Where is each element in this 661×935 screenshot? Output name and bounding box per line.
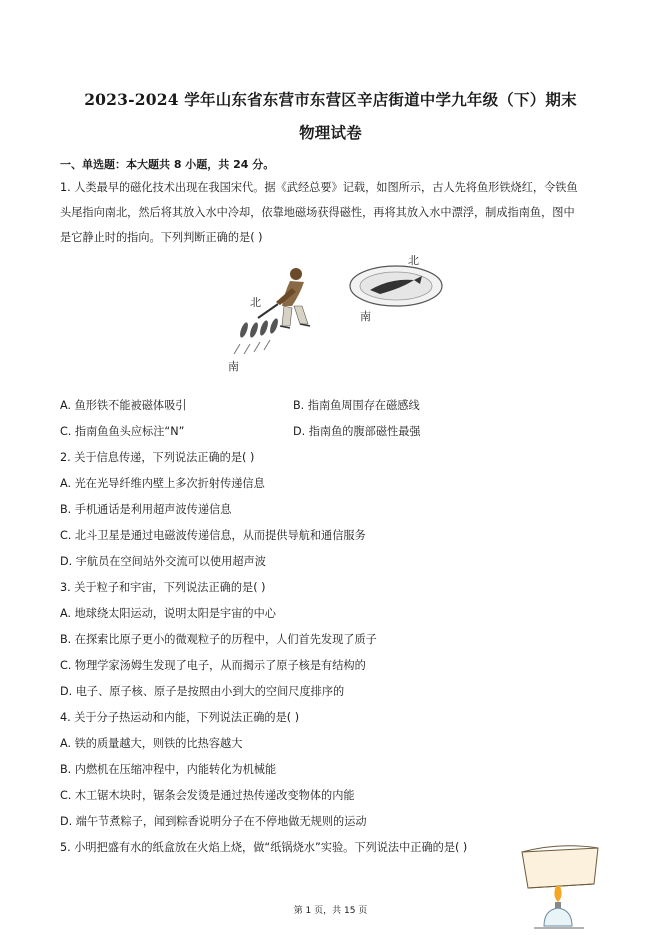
q5-figure xyxy=(514,840,604,930)
q1-option-c: C. 指南鱼鱼头应标注“N” xyxy=(60,425,185,438)
person-illustration xyxy=(258,268,310,328)
q3-option-d: D. 电子、原子核、原子是按照由小到大的空间尺度排序的 xyxy=(60,685,345,698)
q1-option-b: B. 指南鱼周围存在磁感线 xyxy=(293,399,420,412)
q4-option-c: C. 木工锯木块时，锯条会发烫是通过热传递改变物体的内能 xyxy=(60,789,355,802)
q1-stem-line3: 是它静止时的指向。下列判断正确的是( ) xyxy=(60,231,263,244)
q2-option-a: A. 光在光导纤维内壁上多次折射传递信息 xyxy=(60,477,265,490)
q4-stem: 4. 关于分子热运动和内能，下列说法正确的是( ) xyxy=(60,711,300,724)
iron-fish-group xyxy=(234,317,280,354)
q2-option-d: D. 宇航员在空间站外交流可以使用超声波 xyxy=(60,555,266,568)
label-north-left: 北 xyxy=(250,296,261,309)
q2-option-b: B. 手机通话是利用超声波传递信息 xyxy=(60,503,232,516)
exam-title-line1: 2023-2024 学年山东省东营市东营区辛店街道中学九年级（下）期末 xyxy=(84,90,577,109)
q1-figure xyxy=(220,248,460,376)
label-north-right: 北 xyxy=(408,254,419,267)
label-south-left: 南 xyxy=(228,360,239,373)
q4-option-d: D. 端午节煮粽子，闻到粽香说明分子在不停地做无规则的运动 xyxy=(60,815,367,828)
q3-stem: 3. 关于粒子和宇宙，下列说法正确的是( ) xyxy=(60,581,266,594)
q4-option-b: B. 内燃机在压缩冲程中，内能转化为机械能 xyxy=(60,763,277,776)
page-footer: 第 1 页，共 15 页 xyxy=(293,906,368,916)
q4-option-a: A. 铁的质量越大，则铁的比热容越大 xyxy=(60,737,243,750)
q1-option-d: D. 指南鱼的腹部磁性最强 xyxy=(293,425,421,438)
q3-option-b: B. 在探索比原子更小的微观粒子的历程中，人们首先发现了质子 xyxy=(60,633,377,646)
q1-option-a: A. 鱼形铁不能被磁体吸引 xyxy=(60,399,187,412)
q1-stem-line1: 1. 人类最早的磁化技术出现在我国宋代。据《武经总要》记载，如图所示，古人先将鱼形铁烧红，令铁鱼 xyxy=(60,181,578,194)
label-south-right: 南 xyxy=(360,310,371,323)
q5-stem: 5. 小明把盛有水的纸盒放在火焰上烧，做“纸锅烧水”实验。下列说法中正确的是( ) xyxy=(60,841,468,854)
q2-option-c: C. 北斗卫星是通过电磁波传递信息，从而提供导航和通信服务 xyxy=(60,529,366,542)
exam-title-line2: 物理试卷 xyxy=(299,123,362,142)
q2-stem: 2. 关于信息传递，下列说法正确的是( ) xyxy=(60,451,255,464)
dish-illustration xyxy=(350,266,442,306)
q3-option-a: A. 地球绕太阳运动，说明太阳是宇宙的中心 xyxy=(60,607,276,620)
q3-option-c: C. 物理学家汤姆生发现了电子，从而揭示了原子核是有结构的 xyxy=(60,659,366,672)
section-heading: 一、单选题：本大题共 8 小题，共 24 分。 xyxy=(60,158,275,171)
paper-pot-illustration xyxy=(522,846,598,888)
q1-stem-line2: 头尾指向南北，然后将其放入水中冷却，依靠地磁场获得磁性，再将其放入水中漂浮，制成指南鱼，图中 xyxy=(60,206,575,219)
